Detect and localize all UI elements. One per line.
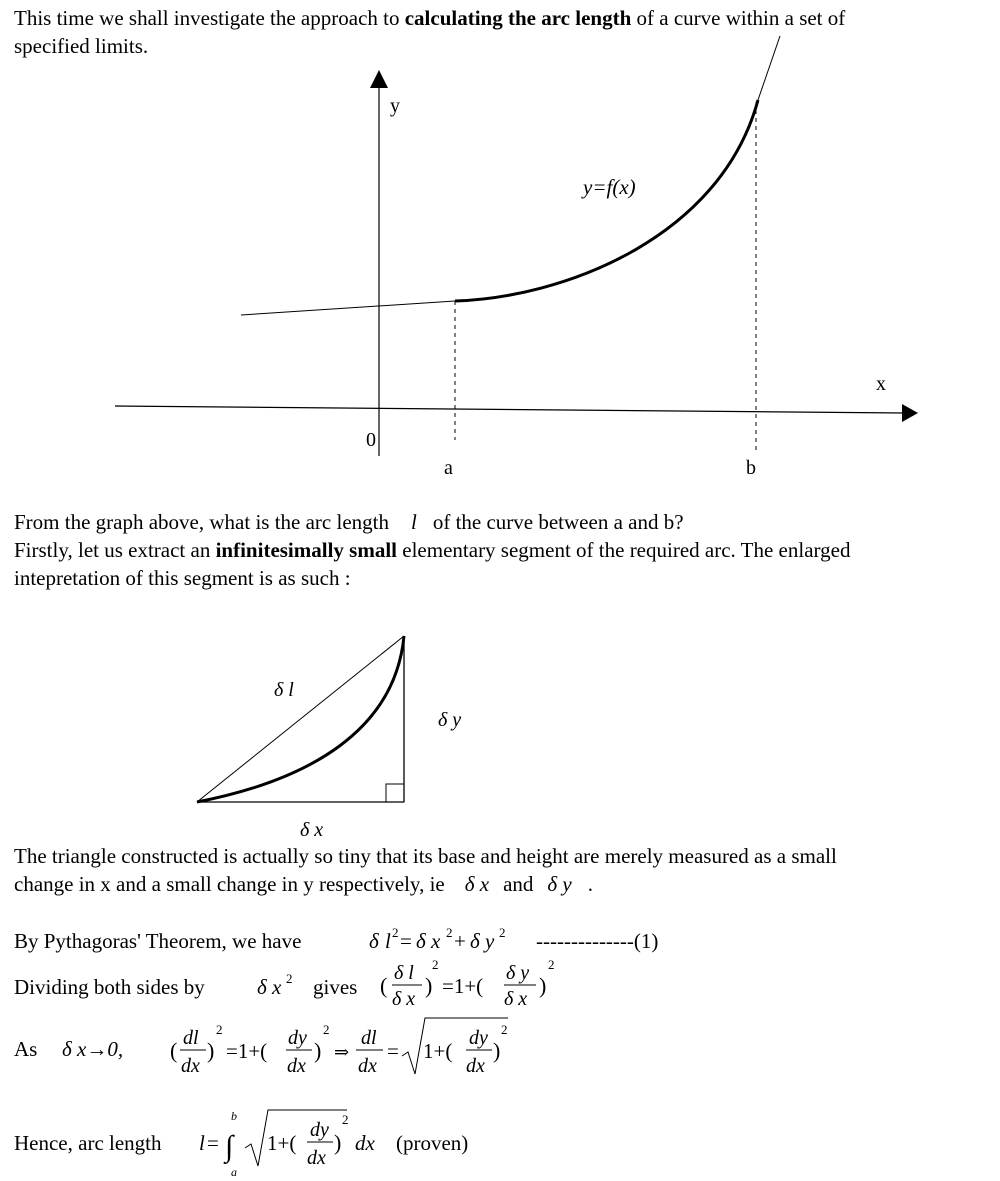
svg-text:dl: dl bbox=[183, 1027, 199, 1049]
svg-text:⇒: ⇒ bbox=[334, 1042, 350, 1062]
curve-label: y=f(x) bbox=[583, 175, 636, 199]
y-axis-label: y bbox=[390, 95, 400, 117]
svg-text:dx: dx bbox=[307, 1147, 326, 1169]
svg-text:=: = bbox=[400, 929, 412, 953]
svg-text:2: 2 bbox=[392, 925, 399, 940]
firstly-line-1 bbox=[14, 537, 850, 564]
svg-text:a: a bbox=[231, 1165, 237, 1179]
x-axis-label: x bbox=[876, 373, 886, 395]
curve-left-extension bbox=[241, 301, 455, 315]
question-text: From the graph above, what is the arc length bbox=[14, 510, 389, 534]
divided-equation bbox=[378, 955, 578, 1015]
delta-x-inline: δ x bbox=[464, 872, 490, 896]
svg-text:): ) bbox=[493, 1038, 501, 1063]
svg-text:): ) bbox=[425, 973, 433, 998]
intro-text: This time we shall investigate the approach to bbox=[14, 6, 405, 30]
svg-text:2: 2 bbox=[342, 1112, 349, 1127]
delta-y-inline: δ y bbox=[547, 872, 572, 896]
equation-reference: --------------(1) bbox=[536, 929, 659, 953]
svg-text:dx: dx bbox=[181, 1055, 200, 1077]
triangle-text-pre: change in x and a small change in y respectively, ie bbox=[14, 872, 445, 896]
svg-text:dl: dl bbox=[361, 1027, 377, 1049]
intro-text-post: of a curve within a set of bbox=[631, 6, 846, 30]
svg-text:δ x: δ x bbox=[504, 988, 528, 1010]
svg-text:1+(: 1+( bbox=[423, 1039, 453, 1063]
svg-text:2: 2 bbox=[432, 957, 439, 972]
svg-text:): ) bbox=[207, 1038, 215, 1063]
svg-text:l: l bbox=[199, 1131, 205, 1155]
intro-bold: calculating the arc length bbox=[404, 6, 632, 30]
b-label: b bbox=[746, 457, 756, 479]
firstly-text-post: elementary segment of the required arc. The enlarged bbox=[397, 538, 851, 562]
svg-text:+: + bbox=[454, 929, 466, 953]
svg-text:δ x: δ x bbox=[416, 929, 441, 953]
question-text-post: of the curve between a and b? bbox=[432, 510, 684, 534]
svg-text:2: 2 bbox=[446, 925, 453, 940]
delta-l-label: δ l bbox=[274, 679, 294, 701]
intro-line-2: specified limits. bbox=[14, 34, 149, 58]
svg-text:=: = bbox=[207, 1131, 219, 1155]
svg-text:2: 2 bbox=[286, 971, 293, 986]
triangle-hypotenuse bbox=[197, 636, 404, 802]
svg-text:dx: dx bbox=[358, 1055, 377, 1077]
svg-text:2: 2 bbox=[548, 957, 555, 972]
svg-text:dx: dx bbox=[466, 1055, 485, 1077]
svg-text:b: b bbox=[231, 1109, 237, 1123]
svg-text:1+(: 1+( bbox=[267, 1131, 297, 1155]
svg-text:): ) bbox=[539, 973, 547, 998]
right-angle-marker bbox=[386, 784, 404, 802]
dx-squared bbox=[255, 964, 305, 1004]
svg-text:2: 2 bbox=[499, 925, 506, 940]
hence-text: Hence, arc length bbox=[14, 1131, 162, 1155]
delta-x-label: δ x bbox=[300, 819, 324, 841]
svg-text:δ y: δ y bbox=[506, 962, 530, 984]
firstly-line-2: intepretation of this segment is as such : bbox=[14, 566, 351, 590]
period: . bbox=[587, 872, 593, 896]
svg-text:2: 2 bbox=[216, 1022, 223, 1037]
svg-text:δ x: δ x bbox=[257, 975, 282, 999]
proven-text: (proven) bbox=[396, 1131, 469, 1155]
svg-text:δ l: δ l bbox=[394, 962, 414, 984]
svg-text:(: ( bbox=[170, 1038, 178, 1063]
svg-text:δ: δ bbox=[369, 929, 379, 953]
svg-text:dy: dy bbox=[310, 1119, 329, 1141]
x-axis-arrow bbox=[902, 404, 918, 422]
arc-length-var: l bbox=[410, 510, 417, 534]
svg-text:dy: dy bbox=[288, 1027, 307, 1049]
triangle-text-line-1: The triangle constructed is actually so tiny that its base and height are merely measured as a small bbox=[14, 844, 837, 868]
svg-text:(: ( bbox=[380, 973, 388, 998]
origin-label: 0 bbox=[366, 429, 376, 451]
svg-text:dx: dx bbox=[287, 1055, 306, 1077]
svg-text:): ) bbox=[334, 1130, 342, 1155]
svg-text:=1+(: =1+( bbox=[442, 974, 484, 998]
svg-text:=1+(: =1+( bbox=[226, 1039, 268, 1063]
derivative-equation bbox=[168, 1014, 528, 1084]
svg-text:δ y: δ y bbox=[470, 929, 495, 953]
x-axis bbox=[115, 406, 905, 413]
svg-text:2: 2 bbox=[501, 1022, 508, 1037]
arc-curve bbox=[455, 100, 758, 301]
triangle-text-line-2 bbox=[14, 871, 593, 898]
svg-text:): ) bbox=[314, 1038, 322, 1063]
pythagoras-text: By Pythagoras' Theorem, we have bbox=[14, 929, 302, 953]
svg-text:∫: ∫ bbox=[225, 1130, 234, 1163]
question-line bbox=[14, 509, 684, 536]
as-text: As bbox=[14, 1037, 38, 1061]
svg-text:δ x: δ x bbox=[392, 988, 416, 1010]
firstly-bold: infinitesimally small bbox=[215, 538, 398, 562]
dividing-text: Dividing both sides by bbox=[14, 975, 205, 999]
svg-text:2: 2 bbox=[323, 1022, 330, 1037]
arc-graph bbox=[0, 0, 1000, 500]
triangle-diagram bbox=[0, 600, 1000, 845]
svg-text:dx: dx bbox=[355, 1131, 375, 1155]
delta-y-label: δ y bbox=[438, 709, 462, 731]
svg-text:dy: dy bbox=[469, 1027, 488, 1049]
and-text: and bbox=[503, 872, 534, 896]
a-label: a bbox=[444, 457, 453, 479]
svg-text:l: l bbox=[385, 929, 391, 953]
pythagoras-equation bbox=[365, 918, 545, 958]
firstly-text: Firstly, let us extract an bbox=[14, 538, 216, 562]
y-axis-arrow bbox=[370, 70, 388, 88]
curve-right-extension bbox=[758, 36, 780, 100]
limit-text: δ x→0, bbox=[62, 1037, 124, 1061]
svg-text:=: = bbox=[387, 1039, 399, 1063]
gives-text: gives bbox=[313, 975, 358, 999]
